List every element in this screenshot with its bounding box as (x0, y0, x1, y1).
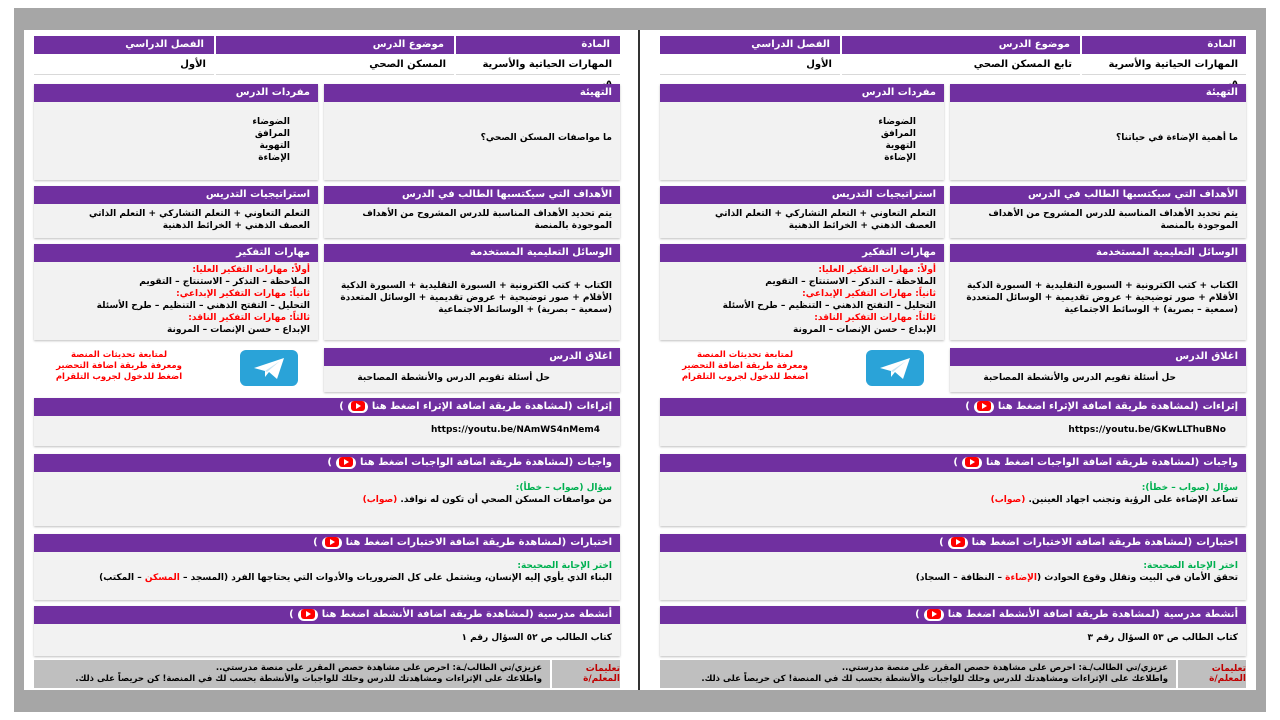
activity-text: كتاب الطالب ص ٥٣ السؤال رقم ٣ (1087, 633, 1238, 643)
aids-line: الكتاب + كتب الكترونية + السبورة التقليدية + السبورة الذكية (340, 281, 612, 291)
tf-label: سؤال (صواب – خطأ): (515, 483, 612, 493)
vocab-item: الإضاءة (884, 153, 916, 163)
closing-header: اغلاق الدرس (950, 348, 1246, 366)
telegram-line: ومعرفة طريقة اضافة التحضير (56, 361, 182, 371)
choose-label: اختر الإجابة الصحيحة: (517, 561, 612, 571)
warmup-header: التهيئة (324, 84, 620, 102)
activities-box: أنشطة مدرسية (لمشاهدة طريقة اضافة الأنشطة اضغط هنا ) كتاب الطالب ص ٥٣ السؤال رقم ٣ (660, 606, 1246, 656)
strategies-line: التعلم التعاوني + التعلم التشاركي + التعلم الذاتي (715, 209, 936, 219)
telegram-line: ومعرفة طريقة اضافة التحضير (682, 361, 808, 371)
thinking-header: مهارات التفكير (660, 244, 944, 262)
thinking-title: ثانياً: مهارات التفكير الإبداعي: (802, 289, 936, 299)
topic-header: موضوع الدرس (216, 36, 454, 54)
telegram-icon (866, 350, 924, 386)
youtube-icon[interactable] (322, 537, 342, 549)
homework-howto-link[interactable]: (لمشاهدة طريقة اضافة الواجبات اضغط هنا (359, 457, 574, 468)
thinking-line: الإبداع – حسن الإنصات – المرونة (167, 325, 310, 335)
subject-header: المادة (456, 36, 620, 54)
activity-text: كتاب الطالب ص ٥٢ السؤال رقم ١ (461, 633, 612, 643)
goals-text: يتم تحديد الأهداف المناسبة للدرس المشروح من الأهداف الموجودة بالمنصة (988, 209, 1238, 231)
telegram-line: اضغط للدخول لجروب التلقرام (681, 372, 809, 382)
youtube-icon[interactable] (348, 401, 368, 413)
goals-box (950, 186, 1246, 238)
mc-options: – النظافة – السجاد) (915, 573, 1006, 583)
teacher-notes-label: تعليمات المعلم/ة (1176, 660, 1246, 688)
goals-header: الأهداف التي سيكتسبها الطالب في الدرس (950, 186, 1246, 204)
enrich-howto-link[interactable]: (لمشاهدة طريقة اضافة الإثراء اضغط هنا (997, 401, 1199, 412)
goals-header: الأهداف التي سيكتسبها الطالب في الدرس (324, 186, 620, 204)
strategies-box (660, 186, 944, 238)
warmup-text: ما مواصفات المسكن الصحي؟ (480, 133, 612, 143)
aids-line: الأقلام + صور توضيحية + عروض تقديمية + الوسائل المتعددة (340, 293, 612, 303)
aids-line: (سمعية – بصرية) + الوسائط الاجتماعية (438, 305, 612, 315)
strategies-line: التعلم التعاوني + التعلم التشاركي + التعلم الذاتي (89, 209, 310, 219)
youtube-icon[interactable] (948, 537, 968, 549)
strategies-line: العصف الذهني + الخرائط الذهنية (162, 221, 310, 231)
tests-howto-link[interactable]: (لمشاهدة طريقة اضافة الاختبارات اضغط هنا (971, 537, 1193, 548)
warmup-box (324, 84, 620, 180)
warmup-text: ما أهمية الإضاءة في حياتنا؟ (1116, 133, 1238, 143)
homework-box: واجبات (لمشاهدة طريقة اضافة الواجبات اضغط هنا ) سؤال (صواب – خطأ): تساعد الإضاءة على الرؤية وتجنب اجهاد العينين. (صواب) (660, 454, 1246, 526)
aids-header: الوسائل التعليمية المستخدمة (950, 244, 1246, 262)
closing-box (950, 348, 1246, 392)
closing-text: حل أسئلة تقويم الدرس والأنشطة المصاحبة (357, 373, 550, 383)
aids-line: الكتاب + كتب الكترونية + السبورة التقليدية + السبورة الذكية (966, 281, 1238, 291)
goals-text: يتم تحديد الأهداف المناسبة للدرس المشروح من الأهداف الموجودة بالمنصة (362, 209, 612, 231)
choose-label: اختر الإجابة الصحيحة: (1143, 561, 1238, 571)
activities-howto-link[interactable]: (لمشاهدة طريقة اضافة الأنشطة اضغط هنا (321, 609, 534, 620)
enrich-header: إثراءات (1202, 401, 1238, 412)
vocab-item: الضوضاء (878, 117, 916, 127)
tests-howto-link[interactable]: (لمشاهدة طريقة اضافة الاختبارات اضغط هنا (345, 537, 567, 548)
homework-header: واجبات (577, 457, 612, 468)
telegram-button[interactable] (240, 350, 298, 386)
strategies-header: استراتيجيات التدريس (34, 186, 318, 204)
youtube-icon[interactable] (974, 401, 994, 413)
tests-header: اختبارات (1196, 537, 1238, 548)
youtube-icon[interactable] (298, 609, 318, 621)
strategies-header: استراتيجيات التدريس (660, 186, 944, 204)
page-divider (638, 30, 640, 690)
closing-box (324, 348, 620, 392)
lesson-page-left (34, 36, 620, 688)
thinking-line: الإبداع – حسن الإنصات – المرونة (793, 325, 936, 335)
tf-question: من مواصفات المسكن الصحي أن تكون له نوافذ. (400, 495, 612, 505)
tests-box: اختبارات (لمشاهدة طريقة اضافة الاختبارات اضغط هنا ) اختر الإجابة الصحيحة: تحقق الأمان في البيت وتقلل وقوع الحوادث (الإضاءة – النظافة – السجاد) (660, 534, 1246, 600)
teacher-notes-line: عزيزي/تي الطالب/ـة: احرص على مشاهدة حصص المقرر على منصة مدرستي.. (215, 663, 542, 673)
topic-header: موضوع الدرس (842, 36, 1080, 54)
teacher-notes (34, 660, 620, 688)
mc-question: تحقق الأمان في البيت وتقلل وقوع الحوادث ( (1036, 573, 1238, 583)
enrich-url[interactable]: https://youtu.be/NAmWS4nMem4 (430, 425, 600, 435)
telegram-line: لمتابعة تحديثات المنصة (70, 350, 168, 360)
tests-box: اختبارات (لمشاهدة طريقة اضافة الاختبارات اضغط هنا ) اختر الإجابة الصحيحة: البناء الذي يأوي إليه الإنسان، ويشتمل على كل الضروريات والأدوات التي يحتاجها الفرد (المسجد – المسكن – المكتب) (34, 534, 620, 600)
youtube-icon[interactable] (962, 457, 982, 469)
homework-box: واجبات (لمشاهدة طريقة اضافة الواجبات اضغط هنا ) سؤال (صواب – خطأ): من مواصفات المسكن الصحي أن تكون له نوافذ. (صواب) (34, 454, 620, 526)
thinking-title: ثانياً: مهارات التفكير الإبداعي: (176, 289, 310, 299)
semester-value: الأول (660, 55, 840, 75)
aids-box (324, 244, 620, 340)
thinking-box (34, 244, 318, 340)
strategies-line: العصف الذهني + الخرائط الذهنية (788, 221, 936, 231)
closing-header: اغلاق الدرس (324, 348, 620, 366)
homework-howto-link[interactable]: (لمشاهدة طريقة اضافة الواجبات اضغط هنا (985, 457, 1200, 468)
youtube-icon[interactable] (336, 457, 356, 469)
homework-header: واجبات (1203, 457, 1238, 468)
goals-box (324, 186, 620, 238)
vocab-item: المرافق (880, 129, 916, 139)
semester-header: الفصل الدراسي (34, 36, 214, 54)
semester-value: الأول (34, 55, 214, 75)
aids-box (950, 244, 1246, 340)
activities-header: أنشطة مدرسية (537, 609, 612, 620)
enrich-box: إثراءات (لمشاهدة طريقة اضافة الإثراء اضغط هنا ) https://youtu.be/NAmWS4nMem4 (34, 398, 620, 446)
vocab-box (660, 84, 944, 180)
mc-answer: المسكن (144, 573, 180, 583)
tf-question: تساعد الإضاءة على الرؤية وتجنب اجهاد العينين. (1028, 495, 1238, 505)
vocab-item: الضوضاء (252, 117, 290, 127)
lesson-page-right (660, 36, 1246, 688)
activities-box: أنشطة مدرسية (لمشاهدة طريقة اضافة الأنشطة اضغط هنا ) كتاب الطالب ص ٥٢ السؤال رقم ١ (34, 606, 620, 656)
semester-header: الفصل الدراسي (660, 36, 840, 54)
teacher-notes-line: واطلاعك على الإثراءات ومشاهدتك للدرس وحلك للواجبات والأنشطة بحسب لك في المنصة! كن حريصاً على ذلك. (75, 674, 542, 684)
topic-value: المسكن الصحي (216, 55, 454, 75)
warmup-header: التهيئة (950, 84, 1246, 102)
vocab-box (34, 84, 318, 180)
vocab-item: التهوية (885, 141, 916, 151)
vocab-header: مفردات الدرس (34, 84, 318, 102)
strategies-box (34, 186, 318, 238)
telegram-icon (240, 350, 298, 386)
aids-header: الوسائل التعليمية المستخدمة (324, 244, 620, 262)
enrich-box: إثراءات (لمشاهدة طريقة اضافة الإثراء اضغط هنا ) https://youtu.be/GKwLLThuBNo (660, 398, 1246, 446)
teacher-notes-line: واطلاعك على الإثراءات ومشاهدتك للدرس وحلك للواجبات والأنشطة بحسب لك في المنصة! كن حريصاً على ذلك. (701, 674, 1168, 684)
thinking-line: التحليل – التفتح الذهني – التنظيم – طرح الأسئلة (96, 301, 310, 311)
activities-howto-link[interactable]: (لمشاهدة طريقة اضافة الأنشطة اضغط هنا (947, 609, 1160, 620)
telegram-line: اضغط للدخول لجروب التلقرام (55, 372, 183, 382)
thinking-box (660, 244, 944, 340)
thinking-title: ثالثاً: مهارات التفكير الناقد: (814, 313, 936, 323)
vocab-item: الإضاءة (258, 153, 290, 163)
thinking-title: ثالثاً: مهارات التفكير الناقد: (188, 313, 310, 323)
thinking-line: الملاحظة – التذكر – الاستنتاج – التقويم (765, 277, 936, 287)
aids-line: (سمعية – بصرية) + الوسائط الاجتماعية (1064, 305, 1238, 315)
telegram-button[interactable] (866, 350, 924, 386)
tf-answer: (صواب) (362, 495, 398, 505)
topic-value: تابع المسكن الصحي (842, 55, 1080, 75)
enrich-howto-link[interactable]: (لمشاهدة طريقة اضافة الإثراء اضغط هنا (371, 401, 573, 412)
subject-value: المهارات الحياتية والأسرية (456, 55, 620, 75)
closing-text: حل أسئلة تقويم الدرس والأنشطة المصاحبة (983, 373, 1176, 383)
aids-line: الأقلام + صور توضيحية + عروض تقديمية + الوسائل المتعددة (966, 293, 1238, 303)
teacher-notes-line: عزيزي/تي الطالب/ـة: احرص على مشاهدة حصص المقرر على منصة مدرستي.. (841, 663, 1168, 673)
enrich-url[interactable]: https://youtu.be/GKwLLThuBNo (1068, 425, 1226, 435)
teacher-notes (660, 660, 1246, 688)
vocab-item: التهوية (259, 141, 290, 151)
mc-question: البناء الذي يأوي إليه الإنسان، ويشتمل على كل الضروريات والأدوات التي يحتاجها الفرد (المسجد – (179, 573, 612, 583)
enrich-header: إثراءات (576, 401, 612, 412)
teacher-notes-label: تعليمات المعلم/ة (550, 660, 620, 688)
activities-header: أنشطة مدرسية (1163, 609, 1238, 620)
telegram-promo[interactable] (670, 350, 820, 383)
thinking-title: أولاً: مهارات التفكير العليا: (818, 265, 936, 275)
warmup-box (950, 84, 1246, 180)
vocab-item: المرافق (254, 129, 290, 139)
tests-header: اختبارات (570, 537, 612, 548)
subject-value: المهارات الحياتية والأسرية (1082, 55, 1246, 75)
mc-options: – المكتب) (99, 573, 145, 583)
vocab-header: مفردات الدرس (660, 84, 944, 102)
youtube-icon[interactable] (924, 609, 944, 621)
thinking-line: التحليل – التفتح الذهني – التنظيم – طرح الأسئلة (722, 301, 936, 311)
telegram-line: لمتابعة تحديثات المنصة (696, 350, 794, 360)
telegram-promo[interactable] (44, 350, 194, 383)
subject-header: المادة (1082, 36, 1246, 54)
thinking-header: مهارات التفكير (34, 244, 318, 262)
thinking-title: أولاً: مهارات التفكير العليا: (192, 265, 310, 275)
thinking-line: الملاحظة – التذكر – الاستنتاج – التقويم (139, 277, 310, 287)
tf-answer: (صواب) (990, 495, 1026, 505)
mc-answer: الإضاءة (1005, 573, 1037, 583)
tf-label: سؤال (صواب – خطأ): (1141, 483, 1238, 493)
